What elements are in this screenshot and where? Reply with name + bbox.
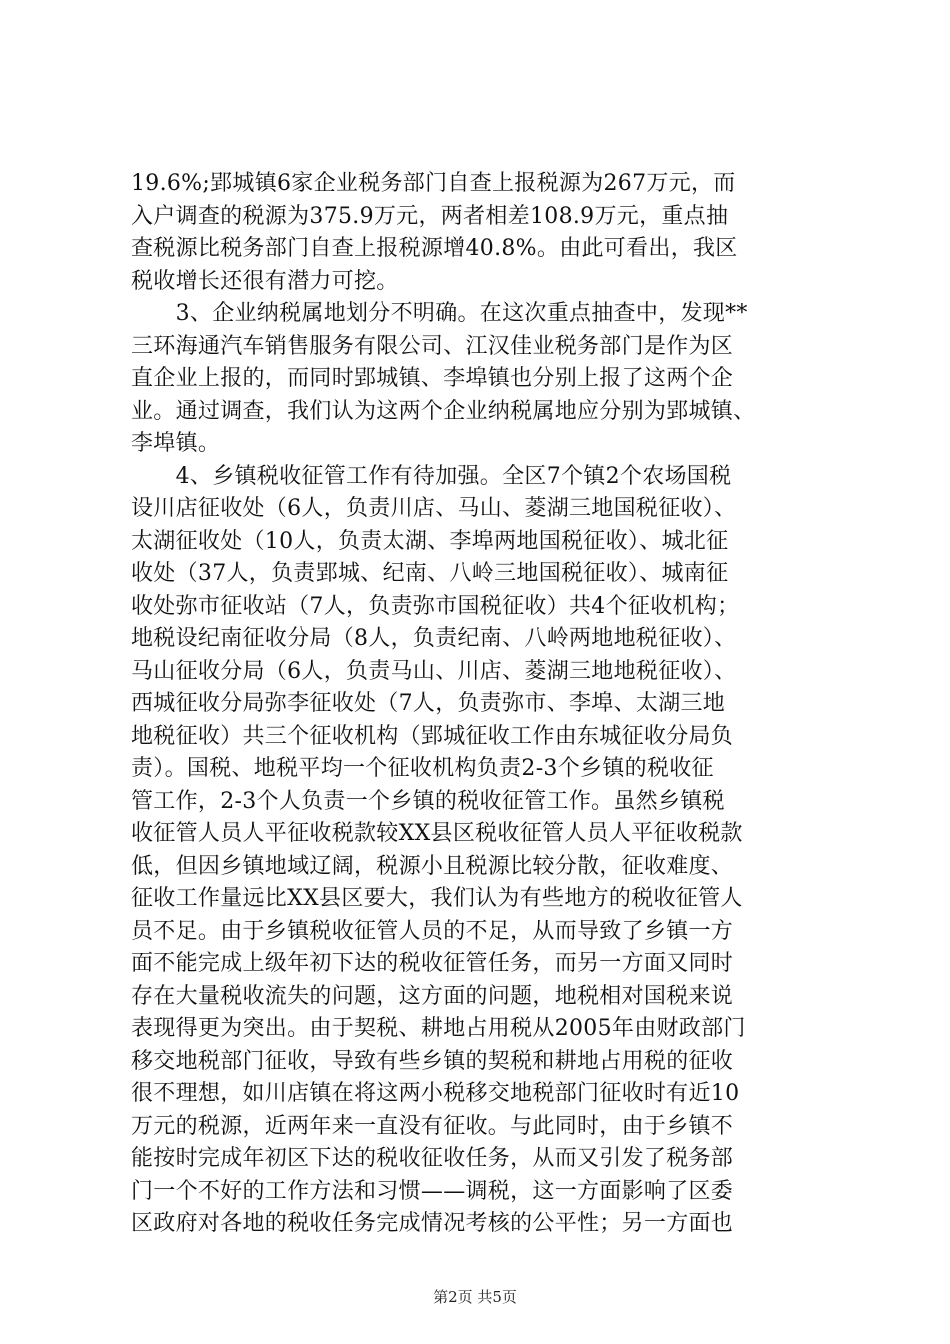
text-line: 收处（37人，负责郢城、纪南、八岭三地国税征收）、城南征 <box>131 561 729 586</box>
page-footer: 第2页 共5页 <box>433 1288 517 1306</box>
text-line: 收处弥市征收站（7人，负责弥市国税征收）共4个征收机构； <box>131 593 740 619</box>
text-line: 管工作，2-3个人负责一个乡镇的税收征管工作。虽然乡镇税 <box>131 788 725 814</box>
text-line: 移交地税部门征收，导致有些乡镇的契税和耕地占用税的征收 <box>131 1048 734 1074</box>
text-line: 西城征收分局弥李征收处（7人，负责弥市、李埠、太湖三地 <box>131 691 726 716</box>
text-line: 三环海通汽车销售服务有限公司、江汉佳业税务部门是作为区 <box>131 333 734 359</box>
text-line: 征收工作量远比XX县区要大，我们认为有些地方的税收征管人 <box>131 886 743 911</box>
text-line: 区政府对各地的税收任务完成情况考核的公平性；另一方面也 <box>131 1211 734 1236</box>
text-line: 存在大量税收流失的问题，这方面的问题，地税相对国税来说 <box>131 983 734 1009</box>
text-line: 19.6%;郢城镇6家企业税务部门自查上报税源为267万元，而 <box>131 171 736 196</box>
text-line: 表现得更为突出。由于契税、耕地占用税从2005年由财政部门 <box>131 1016 746 1041</box>
text-line: 入户调查的税源为375.9万元，两者相差108.9万元，重点抽 <box>131 203 729 229</box>
text-line: 低，但因乡镇地域辽阔，税源小且税源比较分散，征收难度、 <box>131 853 734 879</box>
text-line: 门一个不好的工作方法和习惯——调税，这一方面影响了区委 <box>131 1178 734 1204</box>
text-line: 太湖征收处（10人，负责太湖、李埠两地国税征收）、城北征 <box>131 528 729 554</box>
text-line: 责）。国税、地税平均一个征收机构负责2-3个乡镇的税收征 <box>131 756 714 781</box>
text-line: 3、企业纳税属地划分不明确。在这次重点抽查中，发现** <box>131 301 748 326</box>
text-line: 李埠镇。 <box>131 431 221 456</box>
text-line: 能按时完成年初区下达的税收征收任务，从而又引发了税务部 <box>131 1146 734 1171</box>
text-line: 直企业上报的，而同时郢城镇、李埠镇也分别上报了这两个企 <box>131 366 734 391</box>
text-line: 收征管人员人平征收税款较XX县区税收征管人员人平征收税款 <box>131 821 743 846</box>
text-line: 地税征收）共三个征收机构（郢城征收工作由东城征收分局负 <box>131 723 734 749</box>
text-line: 税收增长还很有潜力可挖。 <box>131 268 399 294</box>
text-line: 地税设纪南征收分局（8人，负责纪南、八岭两地地税征收）、 <box>131 626 737 651</box>
text-line: 4、乡镇税收征管工作有待加强。全区7个镇2个农场国税 <box>131 463 732 489</box>
text-line: 员不足。由于乡镇税收征管人员的不足，从而导致了乡镇一方 <box>131 918 734 944</box>
body-text <box>131 168 831 1241</box>
text-line: 设川店征收处（6人，负责川店、马山、菱湖三地国税征收）、 <box>131 496 737 521</box>
text-line: 查税源比税务部门自查上报税源增40.8%。由此可看出，我区 <box>131 236 738 261</box>
text-line: 很不理想，如川店镇在将这两小税移交地税部门征收时有近10 <box>131 1081 740 1106</box>
text-line: 万元的税源，近两年来一直没有征收。与此同时，由于乡镇不 <box>131 1113 734 1139</box>
text-line: 业。通过调查，我们认为这两个企业纳税属地应分别为郢城镇、 <box>131 398 756 424</box>
text-line: 马山征收分局（6人，负责马山、川店、菱湖三地地税征收）、 <box>131 658 737 684</box>
text-line: 面不能完成上级年初下达的税收征管任务，而另一方面又同时 <box>131 951 734 976</box>
